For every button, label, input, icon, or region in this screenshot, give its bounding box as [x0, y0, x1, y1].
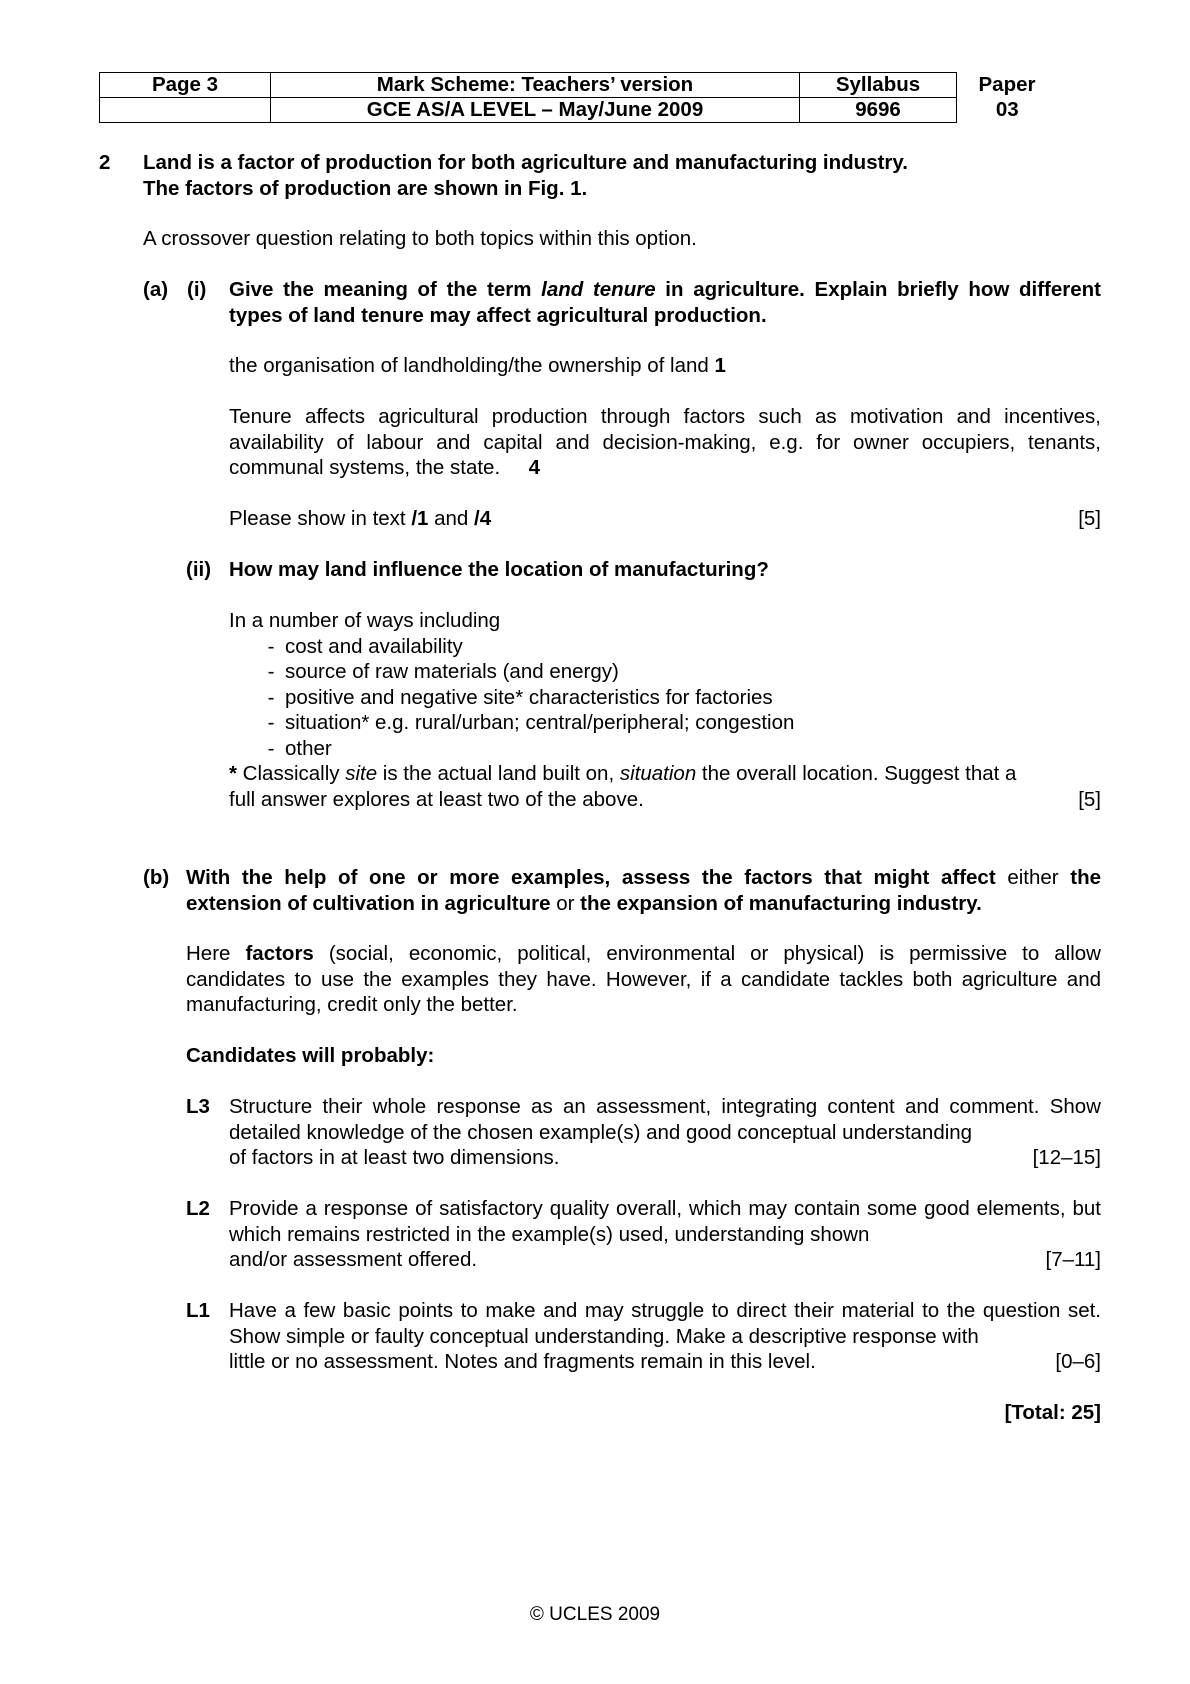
part-b-question	[186, 865, 1101, 916]
show-mark-2: /4	[474, 507, 492, 530]
syllabus-code: 9696	[800, 98, 957, 123]
show-and: and	[428, 507, 475, 530]
marks-a-i: [5]	[1078, 507, 1101, 530]
answer-definition	[229, 353, 726, 379]
list-item	[229, 736, 1101, 762]
note-star: *	[229, 762, 237, 785]
level-L2	[186, 1196, 1101, 1273]
level-text: Have a few basic points to make and may struggle to direct their material to the question set. Show simple or faulty conceptual understanding. Make a descriptive response with	[229, 1299, 1101, 1348]
q-text: Give the meaning of the term	[229, 278, 542, 301]
b-q-manu: the expansion of manufacturing industry.	[580, 891, 982, 915]
level-L1	[186, 1298, 1101, 1375]
level-last-row	[229, 1145, 1101, 1171]
question-line-1: Land is a factor of production for both agriculture and manufacturing industry.	[143, 151, 908, 174]
level-text: Structure their whole response as an assessment, integrating content and comment. Show detailed knowledge of the chosen example(s) and good conceptual understanding	[229, 1095, 1101, 1144]
level-marks: [7–11]	[1045, 1248, 1101, 1271]
guidance-factors: factors	[245, 942, 314, 965]
note-text: is the actual land built on,	[377, 762, 620, 785]
part-b-label: (b)	[143, 866, 170, 889]
level-description	[229, 1196, 1101, 1273]
answer-tenure	[229, 404, 1101, 481]
syllabus-label: Syllabus	[800, 73, 957, 98]
page-number: Page 3	[100, 73, 271, 98]
footer-copyright: © UCLES 2009	[529, 1604, 661, 1625]
list-item-text: source of raw materials (and energy)	[285, 660, 619, 683]
note-text: Classically	[236, 762, 346, 785]
question-line-2: The factors of production are shown in Fig. 1.	[143, 176, 588, 200]
list-item-text: other	[285, 736, 332, 760]
level-description	[229, 1298, 1101, 1375]
dash: -	[267, 685, 275, 709]
q-text-rest: in agriculture. Explain briefly how different types of land tenure may affect agricultural production.	[229, 278, 1101, 327]
note-text: the overall location. Suggest that a	[696, 762, 1017, 785]
show-mark-1: /1	[411, 507, 429, 530]
b-either: either	[995, 866, 1071, 889]
note-site: site	[345, 762, 378, 785]
b-q-text: With the help of one or more examples, assess the factors that might affect	[186, 866, 996, 889]
show-text: Please show in text	[229, 507, 412, 530]
part-a-i-question	[229, 277, 1101, 328]
level-text: Provide a response of satisfactory quality overall, which may contain some good elements, but which remains restricted in the example(s) used, understanding shown	[229, 1197, 1101, 1246]
note-text-last: full answer explores at least two of the above.	[229, 787, 644, 811]
b-q-agri: the extension of cultivation in agriculture	[186, 866, 1101, 915]
part-a-i-label: (i)	[187, 278, 207, 301]
paper-label: Paper	[978, 73, 1036, 96]
note-last-row	[229, 787, 1101, 813]
guidance-text: Here	[186, 942, 246, 965]
ways-intro: In a number of ways including	[229, 609, 501, 632]
level-marks: [12–15]	[1032, 1146, 1101, 1169]
list-item-text: positive and negative site* characteristics for factories	[285, 685, 773, 709]
level-last-row	[229, 1349, 1101, 1375]
header-table	[99, 72, 1058, 123]
guidance-text-rest: (social, economic, political, environmental or physical) is permissive to allow candidates to use the examples they have. However, if a candidate tackles both agriculture and manufacturing, credit only the better.	[186, 942, 1101, 1016]
question-number: 2	[99, 151, 111, 174]
list-item	[229, 634, 1101, 660]
list-item-text: situation* e.g. rural/urban; central/peripheral; congestion	[285, 711, 795, 734]
q-term: land tenure	[541, 278, 656, 301]
level-text-last: and/or assessment offered.	[229, 1248, 478, 1271]
marks-a-ii: [5]	[1078, 787, 1101, 811]
b-or: or	[550, 891, 581, 915]
list-item	[229, 710, 1101, 736]
level-text-last: of factors in at least two dimensions.	[229, 1146, 560, 1169]
ways-list	[229, 634, 1101, 762]
level-last-row	[229, 1247, 1101, 1273]
level-code: L3	[186, 1095, 210, 1118]
tenure-text: Tenure affects agricultural production through factors such as motivation and incentives, availability of labour and capital and decision-making, e.g. for owner occupiers, tenants, communal systems, the state.	[229, 405, 1101, 479]
list-item-text: cost and availability	[285, 634, 463, 658]
part-b-guidance	[186, 941, 1101, 1018]
question-intro: A crossover question relating to both topics within this option.	[143, 227, 697, 250]
definition-mark: 1	[714, 354, 726, 377]
total-marks: [Total: 25]	[1004, 1401, 1101, 1424]
note-situation: situation	[619, 762, 697, 785]
definition-text: the organisation of landholding/the ownership of land	[229, 354, 715, 377]
document-title: Mark Scheme: Teachers’ version	[271, 73, 800, 98]
exam-session: GCE AS/A LEVEL – May/June 2009	[271, 98, 800, 123]
list-item	[229, 659, 1101, 685]
show-instruction	[229, 506, 491, 532]
level-text-last: little or no assessment. Notes and fragments remain in this level.	[229, 1350, 816, 1373]
site-note	[229, 761, 1101, 787]
level-code: L1	[186, 1299, 210, 1322]
dash: -	[267, 711, 275, 734]
show-marks-row	[229, 506, 1101, 532]
dash: -	[267, 660, 275, 683]
part-a-label: (a)	[143, 278, 169, 301]
question-stem	[143, 150, 1103, 201]
part-a-ii-label: (ii)	[186, 558, 212, 581]
dash: -	[267, 634, 275, 658]
dash: -	[267, 736, 275, 760]
tenure-mark: 4	[528, 456, 541, 479]
candidates-heading: Candidates will probably:	[186, 1044, 435, 1067]
paper-code: 03	[995, 98, 1019, 121]
level-L3	[186, 1094, 1101, 1171]
empty-cell	[100, 98, 271, 123]
level-marks: [0–6]	[1055, 1350, 1101, 1373]
part-a-ii-question: How may land influence the location of manufacturing?	[229, 558, 769, 581]
level-description	[229, 1094, 1101, 1171]
level-code: L2	[186, 1197, 210, 1220]
list-item	[229, 685, 1101, 711]
part-a-ii-answer	[229, 608, 1101, 812]
